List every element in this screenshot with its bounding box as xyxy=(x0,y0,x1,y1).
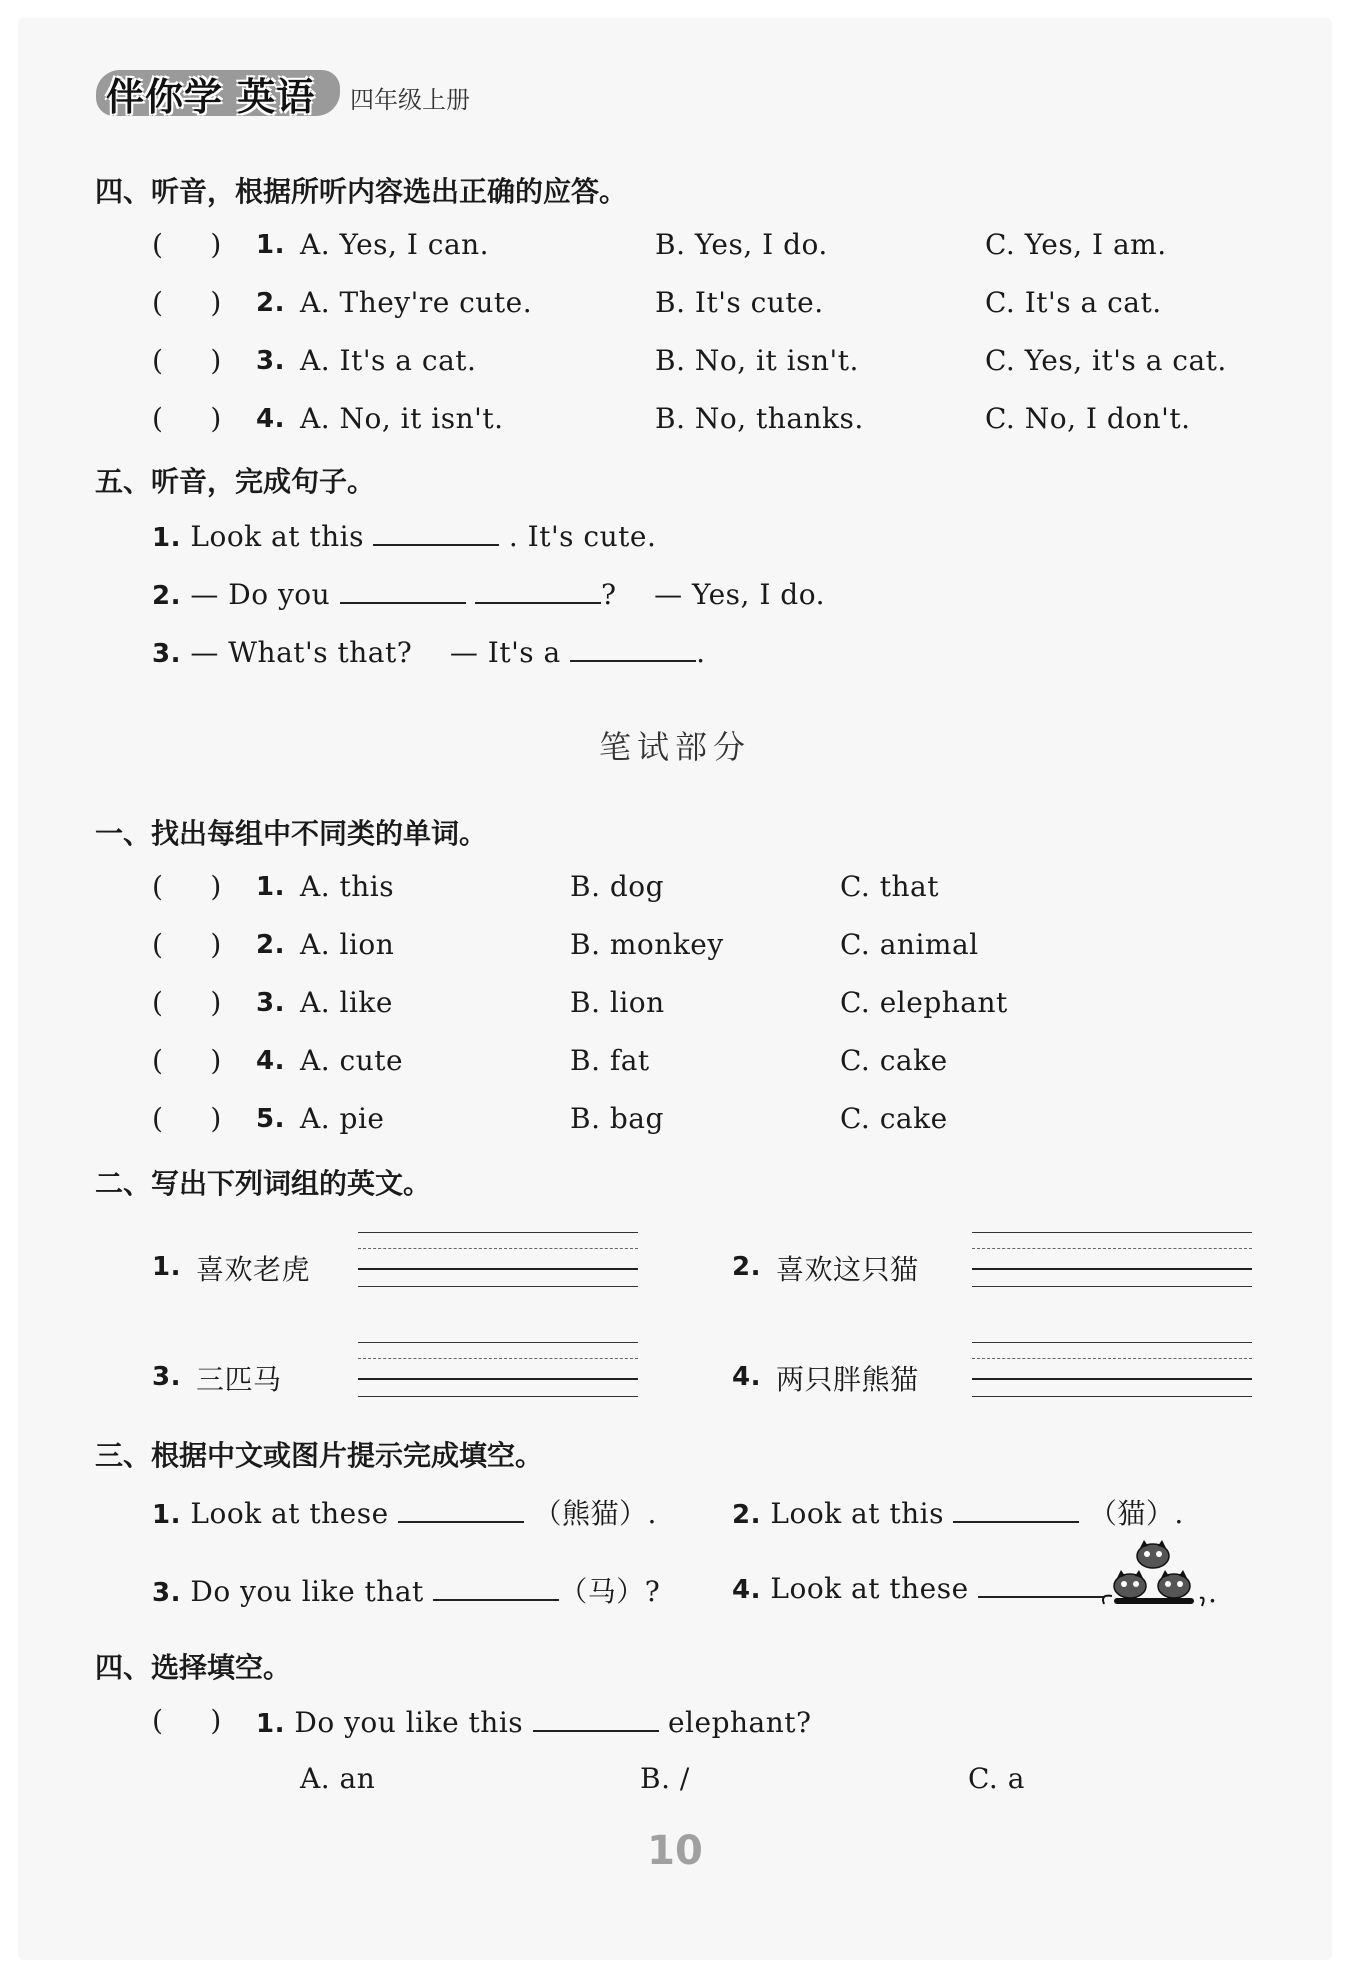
question-number: 4. xyxy=(732,1362,761,1392)
chinese-hint: （马）? xyxy=(559,1575,661,1608)
book-grade: 四年级上册 xyxy=(350,86,470,114)
option-c: C. that xyxy=(840,870,939,903)
section-heading: 一、找出每组中不同类的单词。 xyxy=(95,817,488,850)
book-title: 伴你学 英语 xyxy=(106,75,316,119)
sentence-row xyxy=(732,1492,1184,1532)
sentence-text: Look at this xyxy=(770,1497,945,1530)
sentence-text: Look at this xyxy=(190,520,365,553)
page-number: 10 xyxy=(647,1828,703,1874)
section-heading: 二、写出下列词组的英文。 xyxy=(95,1167,432,1200)
sentence-text: Do you like this xyxy=(294,1706,524,1739)
option-b: B. / xyxy=(640,1762,690,1795)
answer-bracket[interactable]: ( ) xyxy=(152,1102,222,1135)
question-number: 2. xyxy=(732,1252,761,1282)
cats-picture-icon xyxy=(1100,1538,1206,1616)
answer-bracket[interactable]: ( ) xyxy=(152,286,222,319)
option-b: B. monkey xyxy=(570,928,724,961)
question-number: 5. xyxy=(256,1104,285,1134)
question-number: 3. xyxy=(152,639,181,669)
answer-bracket[interactable]: ( ) xyxy=(152,344,222,377)
question-sentence xyxy=(256,1704,812,1739)
option-a: A. No, it isn't. xyxy=(300,402,504,435)
option-a: A. an xyxy=(300,1762,376,1795)
answer-blank[interactable] xyxy=(398,1495,524,1523)
sentence-text: . xyxy=(696,636,706,669)
option-a: A. this xyxy=(300,870,395,903)
sentence-row xyxy=(152,1492,657,1532)
question-number: 1. xyxy=(152,1252,181,1282)
chinese-phrase: 两只胖熊猫 xyxy=(776,1363,919,1396)
question-number: 3. xyxy=(152,1362,181,1392)
answer-blank[interactable] xyxy=(570,634,696,662)
option-a: A. They're cute. xyxy=(300,286,533,319)
answer-blank[interactable] xyxy=(340,576,466,604)
option-a: A. pie xyxy=(300,1102,385,1135)
option-b: B. lion xyxy=(570,986,665,1019)
option-c: C. elephant xyxy=(840,986,1008,1019)
option-b: B. fat xyxy=(570,1044,650,1077)
sentence-text: — What's that? xyxy=(190,636,413,669)
question-number: 3. xyxy=(256,346,285,376)
section-heading: 四、选择填空。 xyxy=(95,1651,292,1684)
option-b: B. dog xyxy=(570,870,665,903)
option-a: A. Yes, I can. xyxy=(300,228,490,261)
chinese-phrase: 喜欢老虎 xyxy=(196,1253,311,1286)
question-number: 3. xyxy=(256,988,285,1018)
sentence-row xyxy=(152,1570,660,1610)
sentence-text: — Do you xyxy=(190,578,331,611)
question-number: 2. xyxy=(732,1500,761,1530)
option-c: C. Yes, I am. xyxy=(985,228,1167,261)
section-heading: 五、听音，完成句子。 xyxy=(95,465,376,498)
answer-blank[interactable] xyxy=(475,576,601,604)
option-c: C. No, I don't. xyxy=(985,402,1191,435)
question-number: 2. xyxy=(256,930,285,960)
sentence-row xyxy=(152,576,825,611)
option-b: B. bag xyxy=(570,1102,664,1135)
option-b: B. Yes, I do. xyxy=(655,228,828,261)
answer-blank[interactable] xyxy=(978,1570,1104,1598)
option-a: A. lion xyxy=(300,928,395,961)
option-c: C. animal xyxy=(840,928,979,961)
option-c: C. cake xyxy=(840,1102,948,1135)
option-c: C. It's a cat. xyxy=(985,286,1162,319)
question-number: 2. xyxy=(152,581,181,611)
sentence-end: . xyxy=(1208,1576,1218,1609)
sentence-row xyxy=(732,1570,1104,1605)
question-number: 4. xyxy=(256,1046,285,1076)
answer-bracket[interactable]: ( ) xyxy=(152,986,222,1019)
question-number: 3. xyxy=(152,1578,181,1608)
sentence-text: elephant? xyxy=(667,1706,812,1739)
answer-bracket[interactable]: ( ) xyxy=(152,870,222,903)
sentence-row xyxy=(152,518,656,553)
chinese-hint: （熊猫）. xyxy=(533,1497,657,1530)
option-b: B. No, it isn't. xyxy=(655,344,859,377)
question-number: 1. xyxy=(256,230,285,260)
question-number: 1. xyxy=(256,872,285,902)
chinese-hint: （猫）. xyxy=(1088,1497,1184,1530)
sentence-text: Do you like that xyxy=(190,1575,424,1608)
option-a: A. cute xyxy=(300,1044,404,1077)
answer-bracket[interactable]: ( ) xyxy=(152,928,222,961)
section-heading: 四、听音，根据所听内容选出正确的应答。 xyxy=(95,175,628,208)
question-number: 1. xyxy=(152,523,181,553)
sentence-row xyxy=(152,634,706,669)
answer-blank[interactable] xyxy=(373,518,499,546)
option-a: A. like xyxy=(300,986,393,1019)
sentence-text: . It's cute. xyxy=(508,520,657,553)
sentence-text: — Yes, I do. xyxy=(654,578,825,611)
question-number: 2. xyxy=(256,288,285,318)
answer-blank[interactable] xyxy=(953,1495,1079,1523)
sentence-text: Look at these xyxy=(770,1572,969,1605)
sentence-text: Look at these xyxy=(190,1497,389,1530)
question-number: 4. xyxy=(732,1575,761,1605)
question-number: 1. xyxy=(152,1500,181,1530)
question-number: 1. xyxy=(256,1709,285,1739)
option-b: B. It's cute. xyxy=(655,286,824,319)
answer-bracket[interactable]: ( ) xyxy=(152,228,222,261)
option-c: C. a xyxy=(968,1762,1025,1795)
option-c: C. Yes, it's a cat. xyxy=(985,344,1227,377)
answer-blank[interactable] xyxy=(433,1573,559,1601)
option-c: C. cake xyxy=(840,1044,948,1077)
answer-blank[interactable] xyxy=(533,1704,659,1732)
sentence-text: — It's a xyxy=(449,636,561,669)
option-b: B. No, thanks. xyxy=(655,402,864,435)
written-part-title: 笔试部分 xyxy=(598,728,751,766)
option-a: A. It's a cat. xyxy=(300,344,477,377)
sentence-text: ? xyxy=(601,578,617,611)
answer-bracket[interactable]: ( ) xyxy=(152,402,222,435)
answer-bracket[interactable]: ( ) xyxy=(152,1044,222,1077)
question-number: 4. xyxy=(256,404,285,434)
section-heading: 三、根据中文或图片提示完成填空。 xyxy=(95,1439,544,1472)
answer-bracket[interactable]: ( ) xyxy=(152,1704,222,1737)
chinese-phrase: 三匹马 xyxy=(196,1363,282,1396)
chinese-phrase: 喜欢这只猫 xyxy=(776,1253,919,1286)
